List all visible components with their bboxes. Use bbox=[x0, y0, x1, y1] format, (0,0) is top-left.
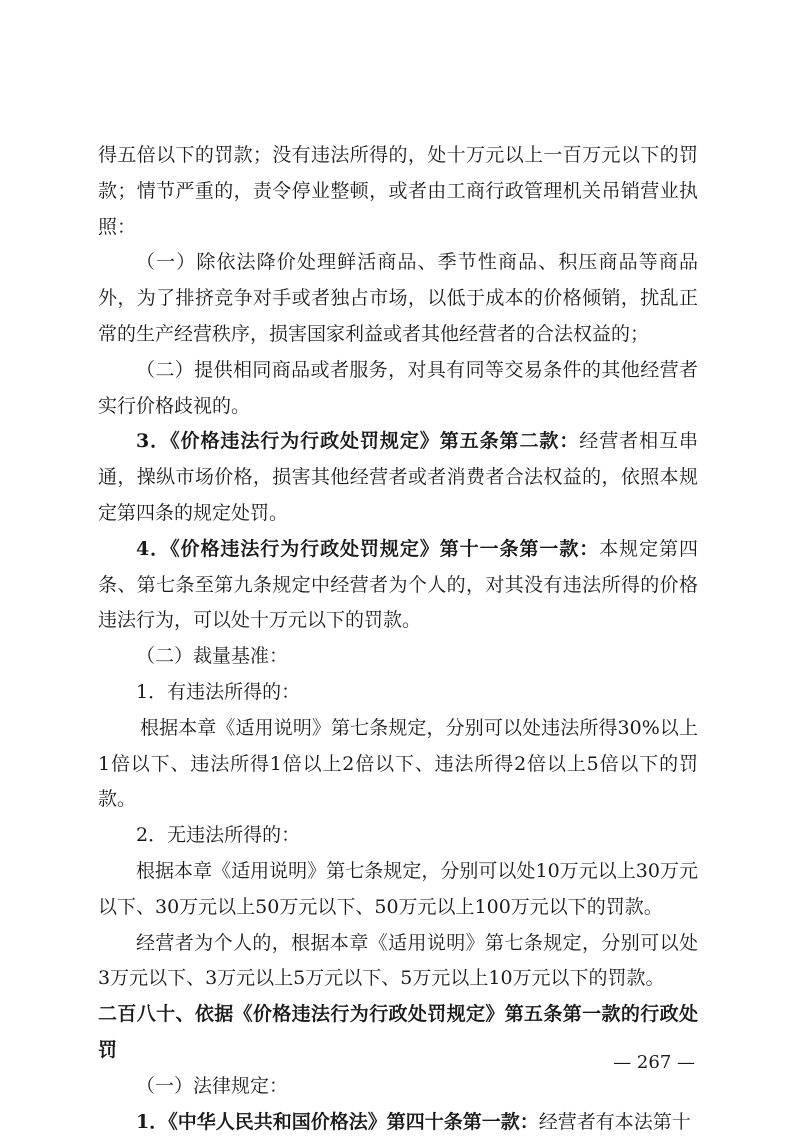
document-body bbox=[98, 138, 698, 1140]
price-law-text: 经营者有本法第十 bbox=[538, 1110, 691, 1133]
article-3-heading: 3．《价格违法行为行政处罚规定》第五条第二款： bbox=[136, 430, 580, 453]
subsection-with-illegal-income: 1．有违法所得的： bbox=[136, 680, 301, 703]
paragraph-article-4 bbox=[98, 532, 698, 639]
subsection-without-illegal-income: 2．无违法所得的： bbox=[136, 824, 301, 847]
paragraph-article-3 bbox=[98, 424, 698, 531]
section-discretion-standard: （二）裁量基准： bbox=[136, 645, 289, 668]
paragraph-item-1: （一）除依法降价处理鲜活商品、季节性商品、积压商品等商品外，为了排挤竞争对手或者独占市场，以低于成本的价格倾销，扰乱正常的生产经营秩序，损害国家利益或者其他经营者的合法权益的； bbox=[98, 251, 698, 345]
price-law-heading: 1．《中华人民共和国价格法》第四十条第一款： bbox=[136, 1110, 539, 1133]
paragraph-continuation: 得五倍以下的罚款；没有违法所得的，处十万元以上一百万元以下的罚款；情节严重的，责令停业整顿，或者由工商行政管理机关吊销营业执照： bbox=[98, 144, 698, 238]
section-heading-280: 二百八十、依据《价格违法行为行政处罚规定》第五条第一款的行政处罚 bbox=[98, 1003, 698, 1061]
paragraph-with-illegal-income: 根据本章《适用说明》第七条规定，分别可以处违法所得30%以上1倍以下、违法所得1倍以上2倍以下、违法所得2倍以上5倍以下的罚款。 bbox=[98, 716, 698, 811]
article-3-text: 经营者相互串通，操纵市场价格，损害其他经营者或者消费者合法权益的，依照本规定第四条的规定处罚。 bbox=[98, 430, 698, 524]
section-legal-provisions: （一）法律规定： bbox=[136, 1074, 289, 1097]
article-4-heading: 4．《价格违法行为行政处罚规定》第十一条第一款： bbox=[136, 537, 600, 560]
paragraph-individual-operator: 经营者为个人的，根据本章《适用说明》第七条规定，分别可以处 3万元以下、3万元以上5万元以下、5万元以上10万元以下的罚款。 bbox=[98, 931, 698, 990]
paragraph-price-law-article-40 bbox=[98, 1105, 698, 1140]
paragraph-item-2: （二）提供相同商品或者服务，对具有同等交易条件的其他经营者实行价格歧视的。 bbox=[98, 358, 698, 417]
article-4-text: 本规定第四条、第七条至第九条规定中经营者为个人的，对其没有违法所得的价格违法行为，可以处十万元以下的罚款。 bbox=[98, 537, 698, 632]
paragraph-without-illegal-income: 根据本章《适用说明》第七条规定，分别可以处10万元以上30万元以下、30万元以上50万元以下、50万元以上100万元以下的罚款。 bbox=[98, 859, 698, 918]
page-number: — 267 — bbox=[613, 1052, 695, 1073]
